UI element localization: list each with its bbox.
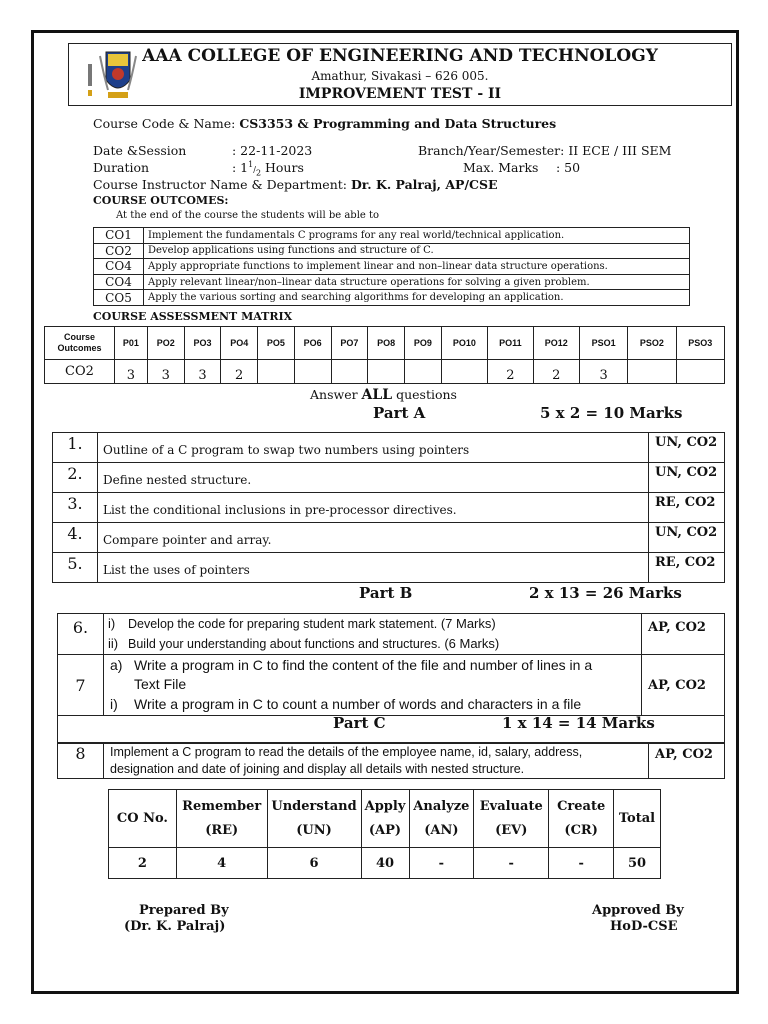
partA-table bbox=[52, 432, 725, 583]
outcome-code: CO4 bbox=[94, 274, 144, 290]
partC-table bbox=[57, 742, 725, 779]
question-tag: AP, CO2 bbox=[642, 614, 725, 655]
question-tag: UN, CO2 bbox=[649, 523, 725, 553]
question-tag: RE, CO2 bbox=[649, 493, 725, 523]
matrix-header: PO3 bbox=[184, 327, 221, 360]
question-text: Define nested structure. bbox=[98, 463, 649, 493]
question-row bbox=[58, 655, 725, 716]
partA-marks: 5 x 2 = 10 Marks bbox=[540, 404, 683, 422]
course-code-value: CS3353 & Programming and Data Structures bbox=[239, 116, 557, 131]
outcome-text: Develop applications using functions and structure of C. bbox=[144, 243, 690, 259]
matrix-value bbox=[676, 360, 724, 384]
question-number: 2. bbox=[53, 463, 98, 493]
matrix-header: P01 bbox=[115, 327, 148, 360]
matrix-value bbox=[258, 360, 295, 384]
matrix-value bbox=[294, 360, 331, 384]
outcome-row bbox=[94, 290, 690, 306]
question-tag: UN, CO2 bbox=[649, 463, 725, 493]
outcome-text: Apply the various sorting and searching algorithms for developing an application. bbox=[144, 290, 690, 306]
max-marks-label: Max. Marks bbox=[463, 160, 539, 175]
blooms-header: Create (CR) bbox=[549, 790, 614, 848]
matrix-header: PSO2 bbox=[628, 327, 676, 360]
outcome-row bbox=[94, 228, 690, 244]
blooms-header: Remember (RE) bbox=[176, 790, 267, 848]
question-number: 3. bbox=[53, 493, 98, 523]
question-tag: UN, CO2 bbox=[649, 433, 725, 463]
question-text: a) Write a program in C to find the content of the file and number of lines in a Text File i) Write a program in C to count a number of words and characters in a file bbox=[104, 655, 642, 716]
matrix-value bbox=[405, 360, 442, 384]
question-tag: RE, CO2 bbox=[649, 553, 725, 583]
matrix-header: PO7 bbox=[331, 327, 368, 360]
instructor-value: Dr. K. Palraj, AP/CSE bbox=[350, 177, 498, 192]
matrix-value: 3 bbox=[184, 360, 221, 384]
question-text: List the uses of pointers bbox=[98, 553, 649, 583]
partB-marks: 2 x 13 = 26 Marks bbox=[529, 584, 682, 602]
question-number: 8 bbox=[58, 743, 104, 779]
course-code-line bbox=[93, 116, 556, 131]
college-address: Amathur, Sivakasi – 626 005. bbox=[311, 69, 489, 83]
outcome-code: CO1 bbox=[94, 228, 144, 244]
question-number: 7 bbox=[58, 655, 104, 716]
blooms-header: CO No. bbox=[109, 790, 177, 848]
outcome-text: Implement the fundamentals C programs for any real world/technical application. bbox=[144, 228, 690, 244]
question-number: 1. bbox=[53, 433, 98, 463]
question-number: 5. bbox=[53, 553, 98, 583]
outcome-code: CO4 bbox=[94, 259, 144, 275]
approved-by-name: HoD-CSE bbox=[610, 919, 678, 934]
question-text: Outline of a C program to swap two numbers using pointers bbox=[98, 433, 649, 463]
outcome-code: CO2 bbox=[94, 243, 144, 259]
blooms-header: Analyze (AN) bbox=[409, 790, 474, 848]
outcomes-title: COURSE OUTCOMES: bbox=[93, 194, 229, 207]
matrix-value: 2 bbox=[488, 360, 533, 384]
matrix-value: 2 bbox=[533, 360, 579, 384]
blooms-value: - bbox=[409, 848, 474, 879]
blooms-header: Apply (AP) bbox=[361, 790, 409, 848]
outcomes-table bbox=[93, 227, 690, 306]
college-name: AAA COLLEGE OF ENGINEERING AND TECHNOLOGY bbox=[142, 46, 658, 66]
matrix-title: COURSE ASSESSMENT MATRIX bbox=[93, 310, 293, 323]
question-row bbox=[53, 463, 725, 493]
question-text: Implement a C program to read the details of the employee name, id, salary, address, designation and date of joining and display all details with nested structure. bbox=[104, 743, 649, 779]
question-tag: AP, CO2 bbox=[642, 655, 725, 716]
blooms-value: 2 bbox=[109, 848, 177, 879]
question-row bbox=[53, 433, 725, 463]
blooms-value: 50 bbox=[614, 848, 661, 879]
matrix-value bbox=[628, 360, 676, 384]
prepared-by-label: Prepared By bbox=[139, 903, 229, 918]
branch-semester: Branch/Year/Semester: II ECE / III SEM bbox=[418, 143, 672, 158]
course-code-label: Course Code & Name: bbox=[93, 116, 236, 131]
matrix-header: PO2 bbox=[147, 327, 184, 360]
duration-value: : $1^1/_2$ Hours bbox=[232, 160, 304, 178]
matrix-value bbox=[331, 360, 368, 384]
blooms-value: - bbox=[549, 848, 614, 879]
outcomes-intro: At the end of the course the students will be able to bbox=[116, 210, 380, 221]
question-row bbox=[53, 493, 725, 523]
partB-table bbox=[57, 613, 725, 744]
blooms-header: Evaluate (EV) bbox=[474, 790, 549, 848]
outcome-row bbox=[94, 243, 690, 259]
partC-marks: 1 x 14 = 14 Marks bbox=[502, 714, 655, 732]
approved-by-label: Approved By bbox=[592, 903, 684, 918]
outcome-text: Apply appropriate functions to implement linear and non–linear data structure operations. bbox=[144, 259, 690, 275]
blooms-header: Total bbox=[614, 790, 661, 848]
question-row bbox=[53, 523, 725, 553]
blooms-table bbox=[108, 789, 661, 879]
max-marks-value: : 50 bbox=[556, 160, 581, 175]
question-row bbox=[53, 553, 725, 583]
matrix-header: PO12 bbox=[533, 327, 579, 360]
matrix-header: PSO1 bbox=[579, 327, 627, 360]
partC-header-row bbox=[58, 716, 725, 744]
outcome-row bbox=[94, 259, 690, 275]
blooms-header: Understand (UN) bbox=[267, 790, 361, 848]
matrix-header: PSO3 bbox=[676, 327, 724, 360]
duration-label: Duration bbox=[93, 160, 150, 175]
matrix-value: 3 bbox=[579, 360, 627, 384]
question-row bbox=[58, 614, 725, 655]
matrix-value bbox=[368, 360, 405, 384]
instructor-label: Course Instructor Name & Department: bbox=[93, 177, 347, 192]
question-number: 4. bbox=[53, 523, 98, 553]
answer-instruction: Answer ALL questions bbox=[310, 387, 457, 403]
outcome-row bbox=[94, 274, 690, 290]
instructor-line bbox=[93, 177, 498, 192]
assessment-matrix bbox=[44, 326, 725, 384]
outcome-text: Apply relevant linear/non–linear data structure operations for solving a given problem. bbox=[144, 274, 690, 290]
matrix-header: PO5 bbox=[258, 327, 295, 360]
outcome-code: CO5 bbox=[94, 290, 144, 306]
question-text: List the conditional inclusions in pre-processor directives. bbox=[98, 493, 649, 523]
matrix-value: 3 bbox=[147, 360, 184, 384]
blooms-value: 4 bbox=[176, 848, 267, 879]
matrix-row-label: CO2 bbox=[45, 360, 115, 384]
matrix-value: 2 bbox=[221, 360, 258, 384]
blooms-value: 40 bbox=[361, 848, 409, 879]
partA-title: Part A bbox=[373, 404, 426, 422]
matrix-value bbox=[441, 360, 487, 384]
test-name: IMPROVEMENT TEST - II bbox=[298, 86, 502, 102]
date-label: Date &Session bbox=[93, 143, 187, 158]
matrix-header: PO4 bbox=[221, 327, 258, 360]
matrix-first-header: Course Outcomes bbox=[45, 327, 115, 360]
matrix-header: PO11 bbox=[488, 327, 533, 360]
matrix-header: PO10 bbox=[441, 327, 487, 360]
blooms-value: - bbox=[474, 848, 549, 879]
matrix-header: PO9 bbox=[405, 327, 442, 360]
date-value: : 22-11-2023 bbox=[232, 143, 313, 158]
matrix-value: 3 bbox=[115, 360, 148, 384]
partC-title: Part C bbox=[333, 714, 386, 732]
question-row bbox=[58, 743, 725, 779]
partB-title: Part B bbox=[359, 584, 413, 602]
matrix-header: PO8 bbox=[368, 327, 405, 360]
question-number: 6. bbox=[58, 614, 104, 655]
question-tag: AP, CO2 bbox=[649, 743, 725, 779]
question-text: i) Develop the code for preparing student mark statement. (7 Marks) ii) Build your understanding about functions and structures. (6 Marks) bbox=[104, 614, 642, 655]
blooms-value: 6 bbox=[267, 848, 361, 879]
question-text: Compare pointer and array. bbox=[98, 523, 649, 553]
prepared-by-name: (Dr. K. Palraj) bbox=[124, 919, 226, 934]
matrix-header: PO6 bbox=[294, 327, 331, 360]
